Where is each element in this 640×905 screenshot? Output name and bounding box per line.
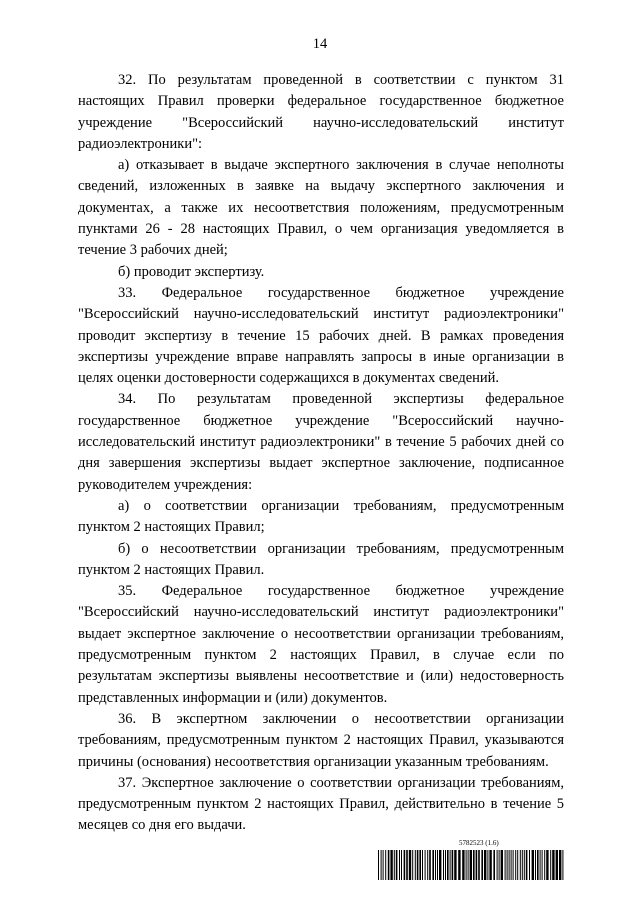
document-body xyxy=(78,70,564,837)
paragraph-33: 33. Федеральное государственное бюджетное учреждение "Всероссийский научно-исследовательский институт радиоэлектроники" проводит экспертизу в течение 15 рабочих дней. В рамках проведения экспертизы учреждение вправе направлять запросы в иные организации в целях оценки достоверности содержащихся в документах сведений. xyxy=(78,284,564,387)
document-code: 5782523 (1.6) xyxy=(459,839,499,847)
paragraph-34: 34. По результатам проведенной экспертизы федеральное государственное бюджетное учреждение "Всероссийский научно-исследовательский институт радиоэлектроники" в течение 5 рабочих дней со дня завершения экспертизы выдает экспертное заключение, подписанное руководителем учреждения: xyxy=(78,391,564,493)
paragraph-32-a: а) отказывает в выдаче экспертного заключения в случае неполноты сведений, изложенных в заявке на выдачу экспертного заключения и документах, а также их несоответствия положениям, предусмотренным пунктами 26 - 28 настоящих Правил, о чем организация уведомляется в течение 3 рабочих дней; xyxy=(78,157,564,259)
paragraph-34-a: а) о соответствии организации требованиям, предусмотренным пунктом 2 настоящих Правил; xyxy=(78,497,564,536)
paragraph-34-b: б) о несоответствии организации требованиям, предусмотренным пунктом 2 настоящих Правил. xyxy=(78,540,564,578)
paragraph-32: 32. По результатам проведенной в соответствии с пунктом 31 настоящих Правил проверки федеральное государственное бюджетное учреждение "Всероссийский научно-исследовательский институт радиоэлектроники": xyxy=(78,72,564,152)
page-number: 14 xyxy=(312,36,328,52)
paragraph-32-b: б) проводит экспертизу. xyxy=(118,263,265,280)
paragraph-36: 36. В экспертном заключении о несоответствии организации требованиям, предусмотренным пунктом 2 настоящих Правил, указываются причины (основания) несоответствия организации указанным требованиям. xyxy=(78,710,564,770)
barcode xyxy=(378,850,564,880)
paragraph-37: 37. Экспертное заключение о соответствии организации требованиям, предусмотренным пунктом 2 настоящих Правил, действительно в течение 5 месяцев со дня его выдачи. xyxy=(78,774,564,834)
paragraph-35: 35. Федеральное государственное бюджетное учреждение "Всероссийский научно-исследовательский институт радиоэлектроники" выдает экспертное заключение о несоответствии организации требованиям, предусмотренным пунктом 2 настоящих Правил, в случае если по результатам экспертизы выявлены несоответствие и (или) недостоверность представленных информации и (или) документов. xyxy=(78,583,564,706)
